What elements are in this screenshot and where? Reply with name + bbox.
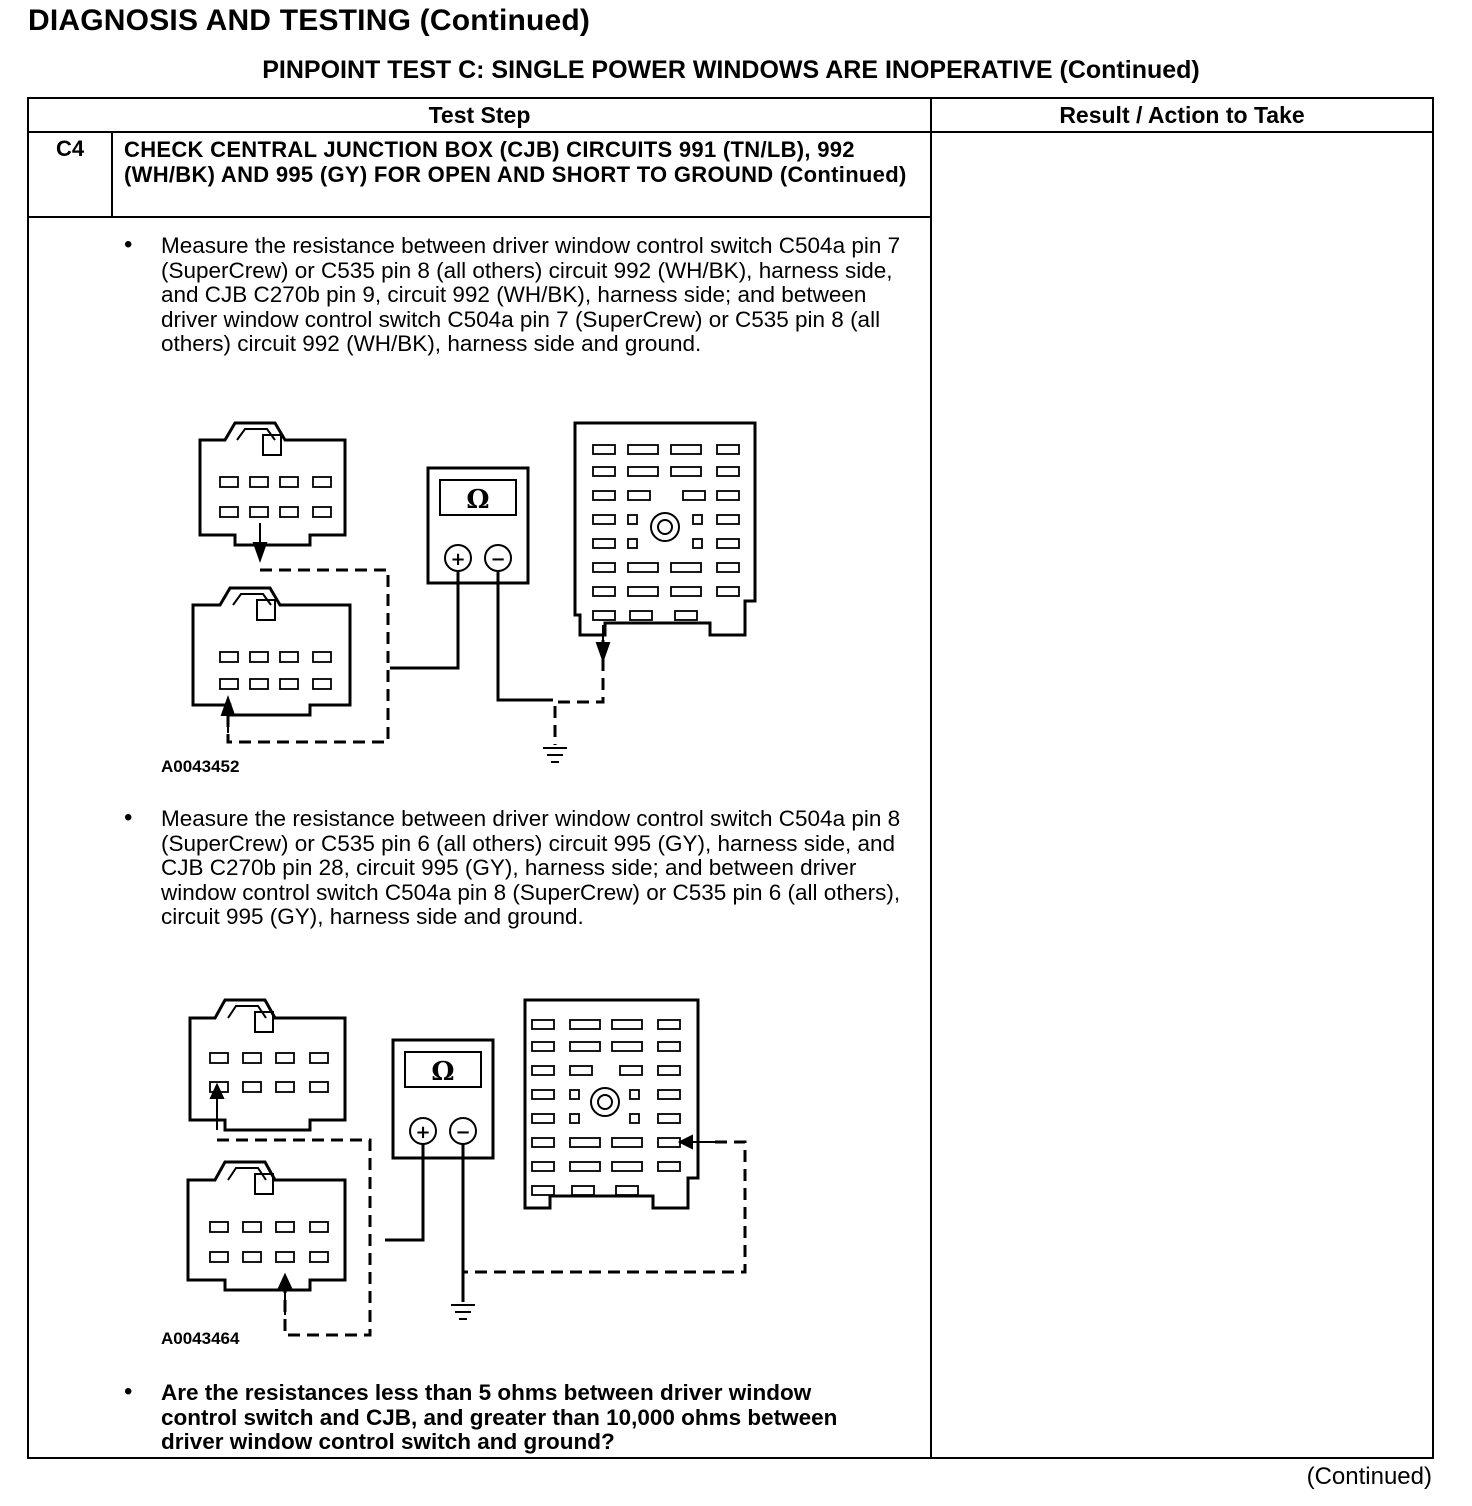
negative-terminal: − [490, 549, 506, 570]
wiring-diagram-1 [185, 415, 785, 775]
step-question: Are the resistances less than 5 ohms between driver window control switch and CJB, and greater than 10,000 ohms between driver window control switch and ground? [161, 1380, 838, 1455]
figure-id-2: A0043464 [161, 1329, 240, 1348]
column-divider [930, 97, 932, 1459]
positive-terminal: + [415, 1122, 431, 1143]
header-rule [27, 131, 1434, 133]
step-title: CHECK CENTRAL JUNCTION BOX (CJB) CIRCUITS 991 (TN/LB), 992 (WH/BK) AND 995 (GY) FOR OPEN AND SHORT TO GROUND (Continued) [124, 137, 907, 187]
negative-terminal: − [455, 1122, 471, 1143]
wiring-diagram-2 [180, 990, 780, 1350]
step-id: C4 [55, 136, 85, 161]
positive-terminal: + [450, 549, 466, 570]
continued-label: (Continued) [1306, 1463, 1432, 1490]
figure-id-1: A0043452 [161, 757, 240, 776]
page-heading: DIAGNOSIS AND TESTING (Continued) [28, 4, 591, 37]
step-id-divider [111, 131, 113, 217]
ohm-symbol: Ω [466, 485, 490, 515]
bullet-marker: • [124, 231, 133, 258]
bullet-marker: • [124, 1378, 133, 1405]
ohm-symbol: Ω [431, 1057, 455, 1087]
column-header-result: Result / Action to Take [1059, 102, 1305, 128]
bullet-marker: • [124, 804, 133, 831]
step-instruction-1: Measure the resistance between driver window control switch C504a pin 7 (SuperCrew) or C535 pin 8 (all others) circuit 992 (WH/BK), harness side, and CJB C270b pin 9, circuit 992 (WH/BK), harness side; and between driver window control switch C504a pin 7 (SuperCrew) or C535 pin 8 (all others) circuit 992 (WH/BK), harness side and ground. [161, 233, 901, 357]
pinpoint-test-title: PINPOINT TEST C: SINGLE POWER WINDOWS ARE INOPERATIVE (Continued) [262, 56, 1200, 84]
step-title-rule [27, 216, 932, 218]
column-header-test-step: Test Step [428, 102, 531, 128]
step-instruction-2: Measure the resistance between driver window control switch C504a pin 8 (SuperCrew) or C535 pin 6 (all others) circuit 995 (GY), harness side, and CJB C270b pin 28, circuit 995 (GY), harness side; and between driver window control switch C504a pin 8 (SuperCrew) or C535 pin 6 (all others), circuit 995 (GY), harness side and ground. [161, 806, 901, 930]
